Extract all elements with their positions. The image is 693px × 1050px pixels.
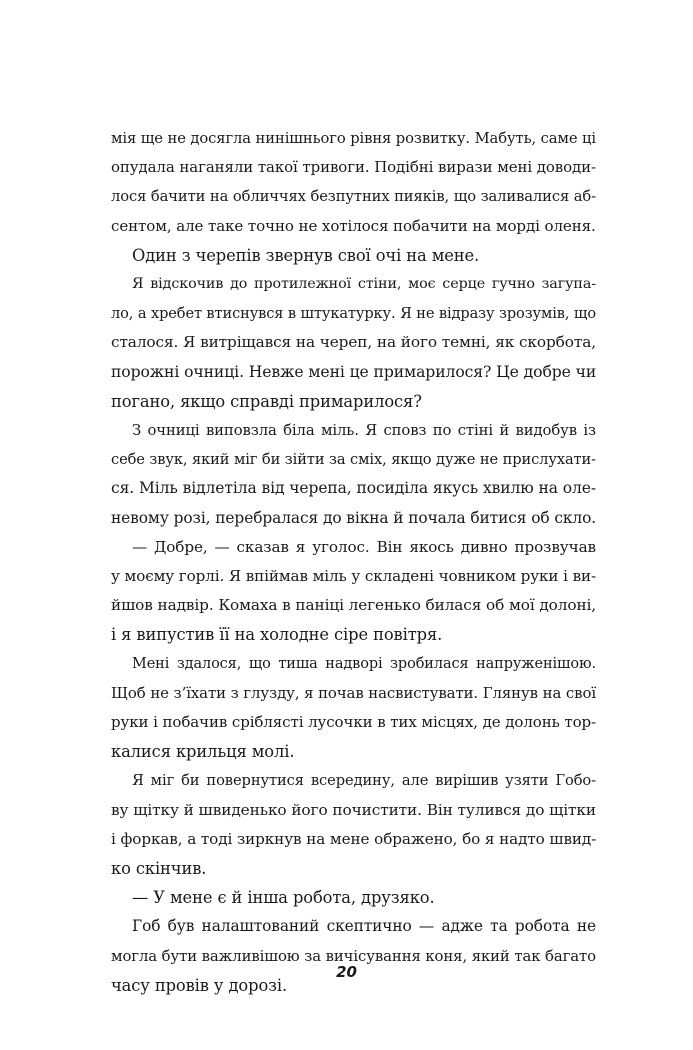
text-line: ко скінчив. bbox=[111, 859, 207, 879]
text-line: калися крильця молі. bbox=[111, 742, 295, 762]
paragraph bbox=[111, 883, 596, 912]
paragraph bbox=[111, 766, 596, 883]
text-line: і форкав, а тоді зиркнув на мене ображено, бо я надто швид- bbox=[111, 829, 596, 848]
paragraph bbox=[111, 533, 596, 650]
page-number: 20 bbox=[336, 963, 357, 981]
text-line: Я міг би повернутися всередину, але вирішив узяти Гобо- bbox=[132, 772, 596, 790]
text-line: — У мене є й інша робота, друзяко. bbox=[132, 888, 435, 908]
text-line: і я випустив її на холодне сіре повітря. bbox=[111, 625, 443, 645]
text-line: ся. Міль відлетіла від черепа, посиділа якусь хвилю на оле- bbox=[111, 479, 596, 498]
text-line: Щоб не з’їхати з глузду, я почав насвистувати. Глянув на свої bbox=[111, 683, 596, 702]
paragraph bbox=[111, 912, 596, 1000]
text-line: Я відскочив до протилежної стіни, моє серце гучно загупа- bbox=[132, 276, 596, 293]
paragraph bbox=[111, 650, 596, 767]
text-line: сентом, але таке точно не хотілося побачити на морді оленя. bbox=[111, 216, 596, 235]
paragraph bbox=[111, 416, 596, 533]
text-line: З очниці виповзла біла міль. Я сповз по стіні й видобув із bbox=[132, 422, 596, 440]
text-line: мія ще не досягла нинішнього рівня розвитку. Мабуть, саме ці bbox=[111, 130, 596, 147]
paragraph bbox=[111, 270, 596, 416]
text-line: Гоб був налаштований скептично — адже та робота не bbox=[132, 917, 596, 936]
text-line: — Добре, — сказав я уголос. Він якось дивно прозвучав bbox=[132, 537, 596, 556]
text-line: порожні очниці. Невже мені це примарилося? Це добре чи bbox=[111, 362, 596, 381]
text-line: погано, якщо справді примарилося? bbox=[111, 391, 422, 411]
text-line: ло, а хребет втиснувся в штукатурку. Я не відразу зрозумів, що bbox=[111, 305, 596, 323]
text-line: йшов надвір. Комаха в паніці легенько билася об мої долоні, bbox=[111, 596, 596, 615]
paragraph bbox=[111, 124, 596, 241]
text-line: сталося. Я витріщався на череп, на його темні, як скорбота, bbox=[111, 333, 596, 352]
text-line: Мені здалося, що тиша надворі зробилася напруженішою. bbox=[132, 655, 596, 672]
paragraph bbox=[111, 241, 596, 270]
text-line: лося бачити на обличчях безпутних пияків, що заливалися аб- bbox=[111, 188, 596, 206]
text-line: ву щітку й швиденько його почистити. Він тулився до щітки bbox=[111, 800, 596, 819]
text-line: часу провів у дорозі. bbox=[111, 975, 288, 995]
text-line: себе звук, який міг би зійти за сміх, якщо дуже не прислухати- bbox=[111, 451, 596, 469]
page-body bbox=[111, 124, 596, 1000]
text-line: могла бути важливішою за вичісування коня, який так багато bbox=[111, 946, 596, 965]
text-line: Один з черепів звернув свої очі на мене. bbox=[132, 245, 480, 265]
text-line: опудала наганяли такої тривоги. Подібні вирази мені доводи- bbox=[111, 158, 596, 177]
text-line: невому розі, перебралася до вікна й почала битися об скло. bbox=[111, 508, 596, 527]
text-line: у моєму горлі. Я впіймав міль у складені човником руки і ви- bbox=[111, 567, 596, 586]
text-line: руки і побачив сріблясті лусочки в тих місцях, де долонь тор- bbox=[111, 713, 596, 732]
